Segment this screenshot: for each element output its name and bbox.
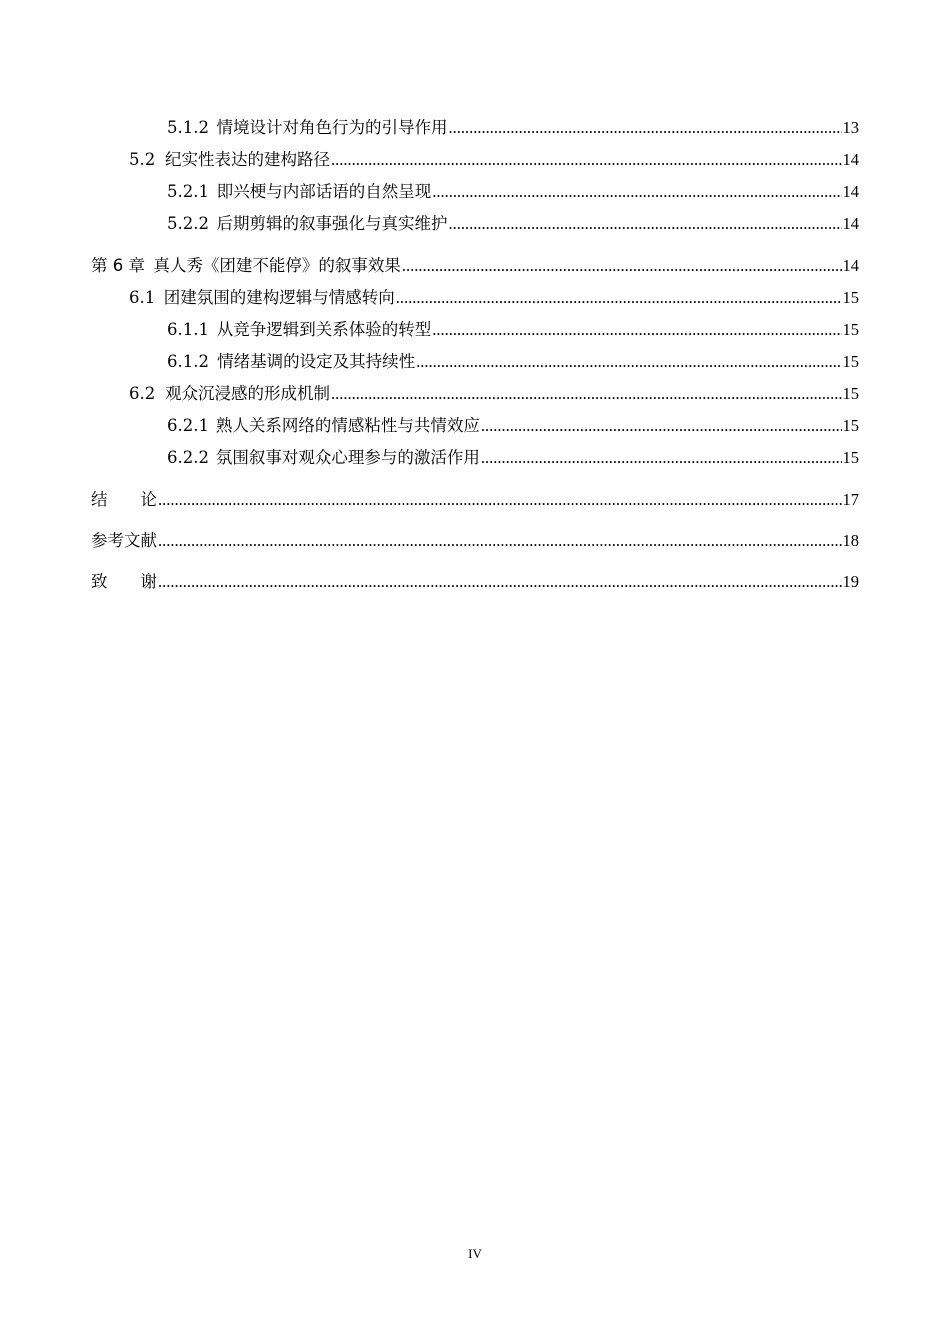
toc-leader-dots bbox=[158, 490, 842, 510]
toc-page-number: 15 bbox=[842, 384, 859, 403]
toc-title: 从竞争逻辑到关系体验的转型 bbox=[216, 320, 432, 339]
toc-title: 后期剪辑的叙事强化与真实维护 bbox=[216, 214, 448, 233]
toc-leader-dots bbox=[481, 448, 842, 468]
toc-title: 情绪基调的设定及其持续性 bbox=[217, 352, 416, 371]
toc-page-number: 14 bbox=[842, 150, 859, 169]
toc-chapter-number: 第 6 章 bbox=[91, 256, 145, 275]
table-of-contents bbox=[91, 118, 859, 592]
toc-entry-conclusion[interactable] bbox=[91, 490, 859, 510]
toc-entry-6-1[interactable] bbox=[91, 288, 859, 308]
toc-title: 团建氛围的建构逻辑与情感转向 bbox=[163, 288, 395, 307]
toc-chapter-title: 真人秀《团建不能停》的叙事效果 bbox=[153, 256, 401, 275]
toc-leader-dots bbox=[416, 352, 841, 372]
toc-leader-dots bbox=[481, 416, 842, 436]
toc-chapter-title: 结 论 bbox=[91, 490, 157, 509]
toc-page-number: 14 bbox=[842, 214, 859, 233]
toc-entry-acknowledgements[interactable] bbox=[91, 572, 859, 592]
toc-leader-dots bbox=[432, 320, 841, 340]
toc-page-number: 15 bbox=[842, 288, 859, 307]
toc-page-number: 19 bbox=[842, 572, 859, 591]
toc-page-number: 15 bbox=[842, 416, 859, 435]
toc-number: 6.2 bbox=[129, 384, 156, 403]
page-number-footer: IV bbox=[468, 1246, 482, 1261]
toc-title: 熟人关系网络的情感粘性与共情效应 bbox=[215, 416, 480, 435]
toc-page-number: 15 bbox=[842, 320, 859, 339]
toc-page-number: 15 bbox=[842, 352, 859, 371]
toc-number: 5.1.2 bbox=[167, 118, 209, 137]
toc-leader-dots bbox=[158, 531, 842, 551]
toc-number: 6.2.2 bbox=[167, 448, 209, 467]
toc-number: 5.2.1 bbox=[167, 182, 209, 201]
toc-leader-dots bbox=[158, 572, 842, 592]
toc-entry-6-2[interactable] bbox=[91, 384, 859, 404]
toc-entry-chapter-6[interactable] bbox=[91, 256, 859, 276]
toc-entry-6-1-2[interactable] bbox=[91, 352, 859, 372]
toc-leader-dots bbox=[402, 256, 842, 276]
toc-leader-dots bbox=[331, 150, 842, 170]
toc-leader-dots bbox=[448, 214, 841, 234]
toc-title: 观众沉浸感的形成机制 bbox=[164, 384, 330, 403]
toc-entry-5-2-1[interactable] bbox=[91, 182, 859, 202]
toc-entry-5-2[interactable] bbox=[91, 150, 859, 170]
toc-page-number: 17 bbox=[842, 490, 859, 509]
toc-page-number: 14 bbox=[842, 182, 859, 201]
toc-number: 5.2.2 bbox=[167, 214, 209, 233]
toc-number: 6.1.1 bbox=[167, 320, 209, 339]
toc-leader-dots bbox=[331, 384, 842, 404]
toc-title: 即兴梗与内部话语的自然呈现 bbox=[216, 182, 432, 201]
toc-leader-dots bbox=[396, 288, 842, 308]
toc-chapter-title: 致 谢 bbox=[91, 572, 157, 591]
toc-entry-5-2-2[interactable] bbox=[91, 214, 859, 234]
toc-leader-dots bbox=[448, 118, 841, 138]
toc-page-number: 14 bbox=[842, 256, 859, 275]
toc-number: 6.2.1 bbox=[167, 416, 209, 435]
toc-number: 6.1 bbox=[129, 288, 156, 307]
toc-number: 5.2 bbox=[129, 150, 156, 169]
toc-page-number: 15 bbox=[842, 448, 859, 467]
toc-title: 情境设计对角色行为的引导作用 bbox=[216, 118, 448, 137]
toc-title: 纪实性表达的建构路径 bbox=[164, 150, 330, 169]
toc-title: 氛围叙事对观众心理参与的激活作用 bbox=[215, 448, 480, 467]
toc-entry-6-2-2[interactable] bbox=[91, 448, 859, 468]
toc-entry-6-2-1[interactable] bbox=[91, 416, 859, 436]
toc-number: 6.1.2 bbox=[167, 352, 209, 371]
toc-page-number: 18 bbox=[842, 531, 859, 550]
toc-entry-references[interactable] bbox=[91, 531, 859, 551]
toc-leader-dots bbox=[432, 182, 841, 202]
toc-chapter-title: 参考文献 bbox=[91, 531, 157, 550]
toc-entry-5-1-2[interactable] bbox=[91, 118, 859, 138]
toc-entry-6-1-1[interactable] bbox=[91, 320, 859, 340]
toc-page-number: 13 bbox=[842, 118, 859, 137]
